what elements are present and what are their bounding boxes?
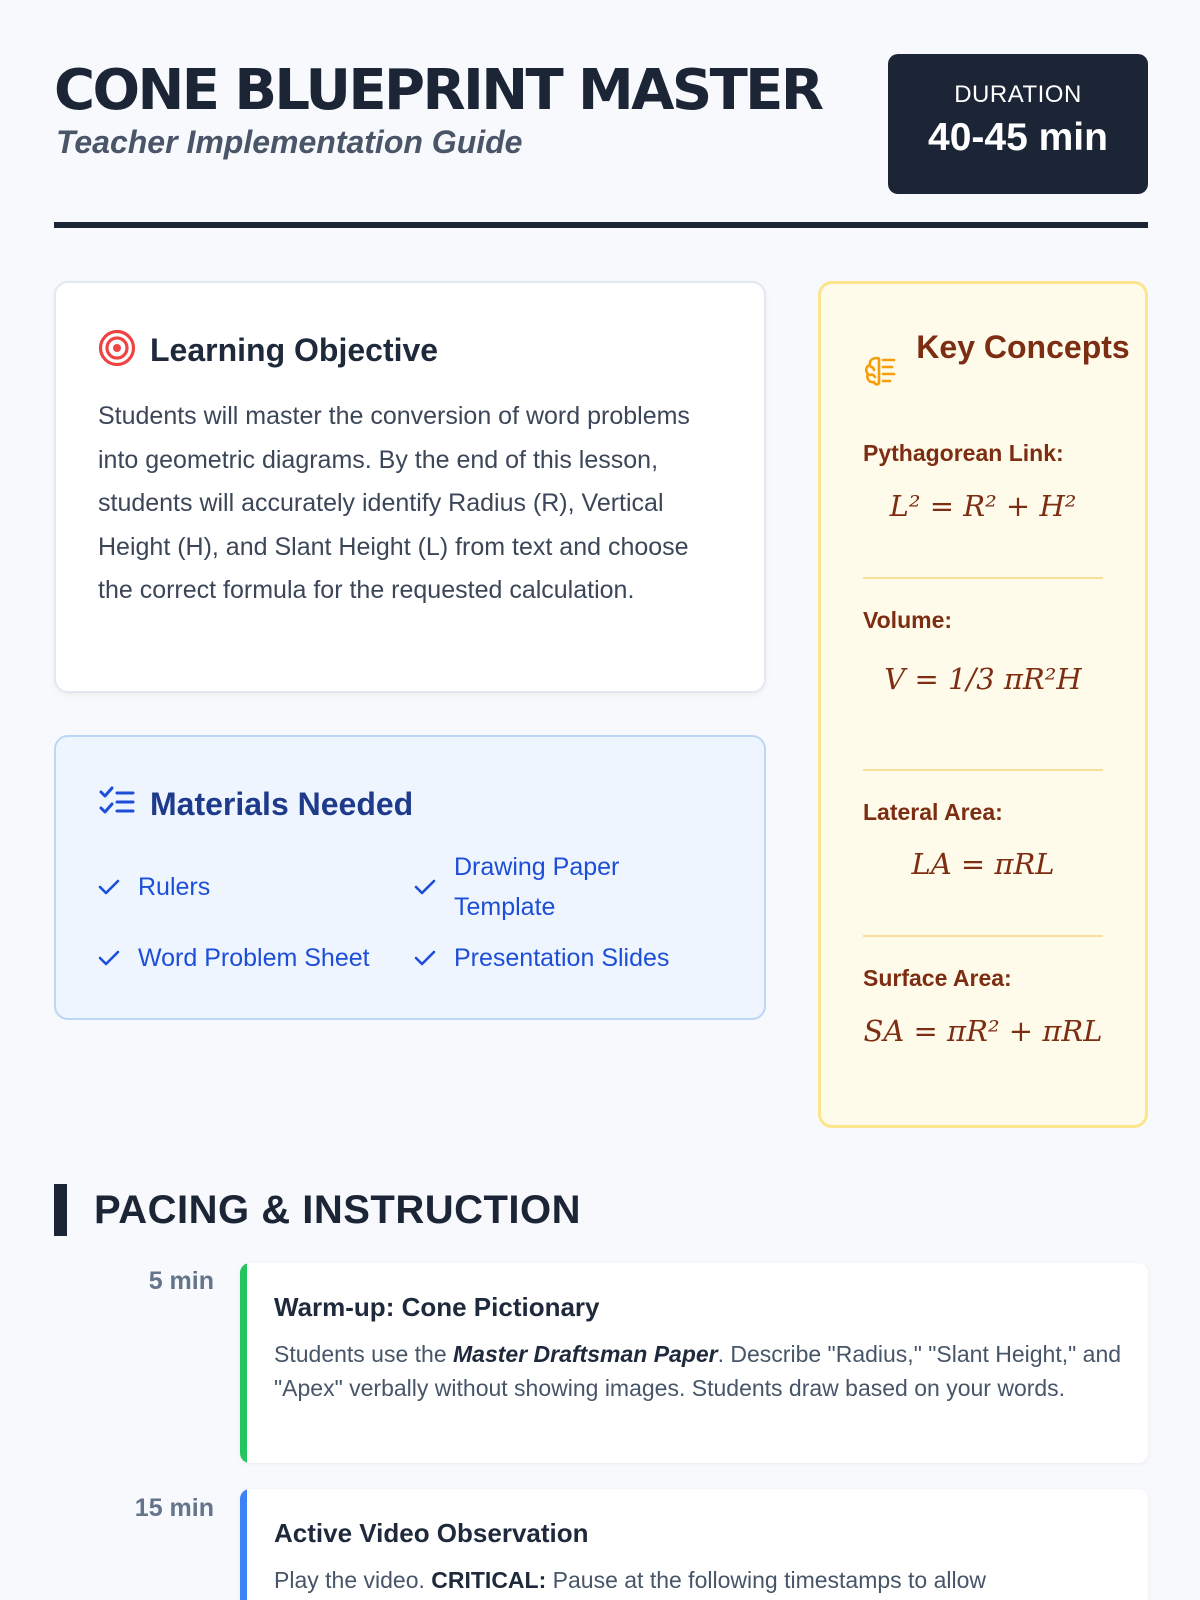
formula-pythagorean: L² = R² + H² xyxy=(889,489,1077,523)
step-title: Active Video Observation xyxy=(274,1518,589,1548)
checklist-icon xyxy=(98,783,136,826)
checkmark-icon xyxy=(414,949,438,967)
material-item xyxy=(98,867,210,907)
step-card-warmup xyxy=(240,1263,1148,1463)
step-time: 5 min xyxy=(148,1267,214,1295)
material-item xyxy=(414,847,714,927)
material-label: Presentation Slides xyxy=(454,944,670,972)
learning-objective-heading: Learning Objective xyxy=(150,332,439,368)
material-item xyxy=(98,938,370,978)
duration-badge xyxy=(888,54,1148,194)
formula-surface-area: SA = πR² + πRL xyxy=(863,1014,1103,1048)
step-body: Students use the Master Draftsman Paper. Describe "Radius," "Slant Height," and "Apex" verbally without showing images. Students draw based on your words. xyxy=(274,1341,1122,1401)
concept-label-volume: Volume: xyxy=(863,607,953,633)
step-card-video xyxy=(240,1489,1148,1600)
formula-lateral-area: LA = πRL xyxy=(911,847,1055,881)
concept-divider xyxy=(863,577,1103,579)
concept-divider xyxy=(863,935,1103,937)
checkmark-icon xyxy=(98,949,122,967)
learning-objective-card xyxy=(54,281,766,693)
key-concepts-card xyxy=(818,281,1148,1128)
formula-volume: V = 1/3 πR²H xyxy=(884,662,1082,696)
page-subtitle: Teacher Implementation Guide xyxy=(56,124,523,160)
material-item xyxy=(414,938,669,978)
materials-card xyxy=(54,735,766,1020)
step-body: Play the video. CRITICAL: Pause at the following timestamps to allow xyxy=(274,1567,987,1593)
materials-header xyxy=(98,783,413,826)
duration-label: DURATION xyxy=(954,81,1082,108)
concept-divider xyxy=(863,769,1103,771)
brain-icon xyxy=(863,354,897,393)
materials-heading: Materials Needed xyxy=(150,786,414,822)
step-time: 15 min xyxy=(134,1494,214,1522)
material-label: Rulers xyxy=(138,873,211,901)
target-icon xyxy=(98,329,136,372)
concept-label-surface-area: Surface Area: xyxy=(863,965,1012,991)
pacing-heading: PACING & INSTRUCTION xyxy=(94,1187,582,1232)
material-label: Word Problem Sheet xyxy=(138,944,370,972)
checkmark-icon xyxy=(414,878,438,896)
concept-label-pythagorean: Pythagorean Link: xyxy=(863,440,1064,466)
pacing-section-title xyxy=(54,1184,581,1236)
page-header xyxy=(54,52,1148,228)
key-concepts-header xyxy=(863,324,1133,420)
material-label: Drawing Paper Template xyxy=(454,853,620,921)
learning-objective-header xyxy=(98,329,438,372)
concept-label-lateral-area: Lateral Area: xyxy=(863,799,1003,825)
key-concepts-heading: Key Concepts xyxy=(916,329,1130,365)
step-title: Warm-up: Cone Pictionary xyxy=(274,1292,600,1322)
section-accent-bar xyxy=(54,1184,67,1236)
learning-objective-text: Students will master the conversion of word problems into geometric diagrams. By the end of this lesson, students will accurately identify Radius (R), Vertical Height (H), and Slant Height (L) from text and choose the correct formula for the requested calculation. xyxy=(98,402,690,604)
step-stripe xyxy=(240,1263,247,1463)
critical-label: CRITICAL: xyxy=(431,1567,547,1593)
step-stripe xyxy=(240,1489,247,1600)
duration-value: 40-45 min xyxy=(928,116,1108,159)
checkmark-icon xyxy=(98,878,122,896)
emphasis-text: Master Draftsman Paper xyxy=(453,1341,718,1367)
page-title: CONE BLUEPRINT MASTER xyxy=(54,58,822,123)
